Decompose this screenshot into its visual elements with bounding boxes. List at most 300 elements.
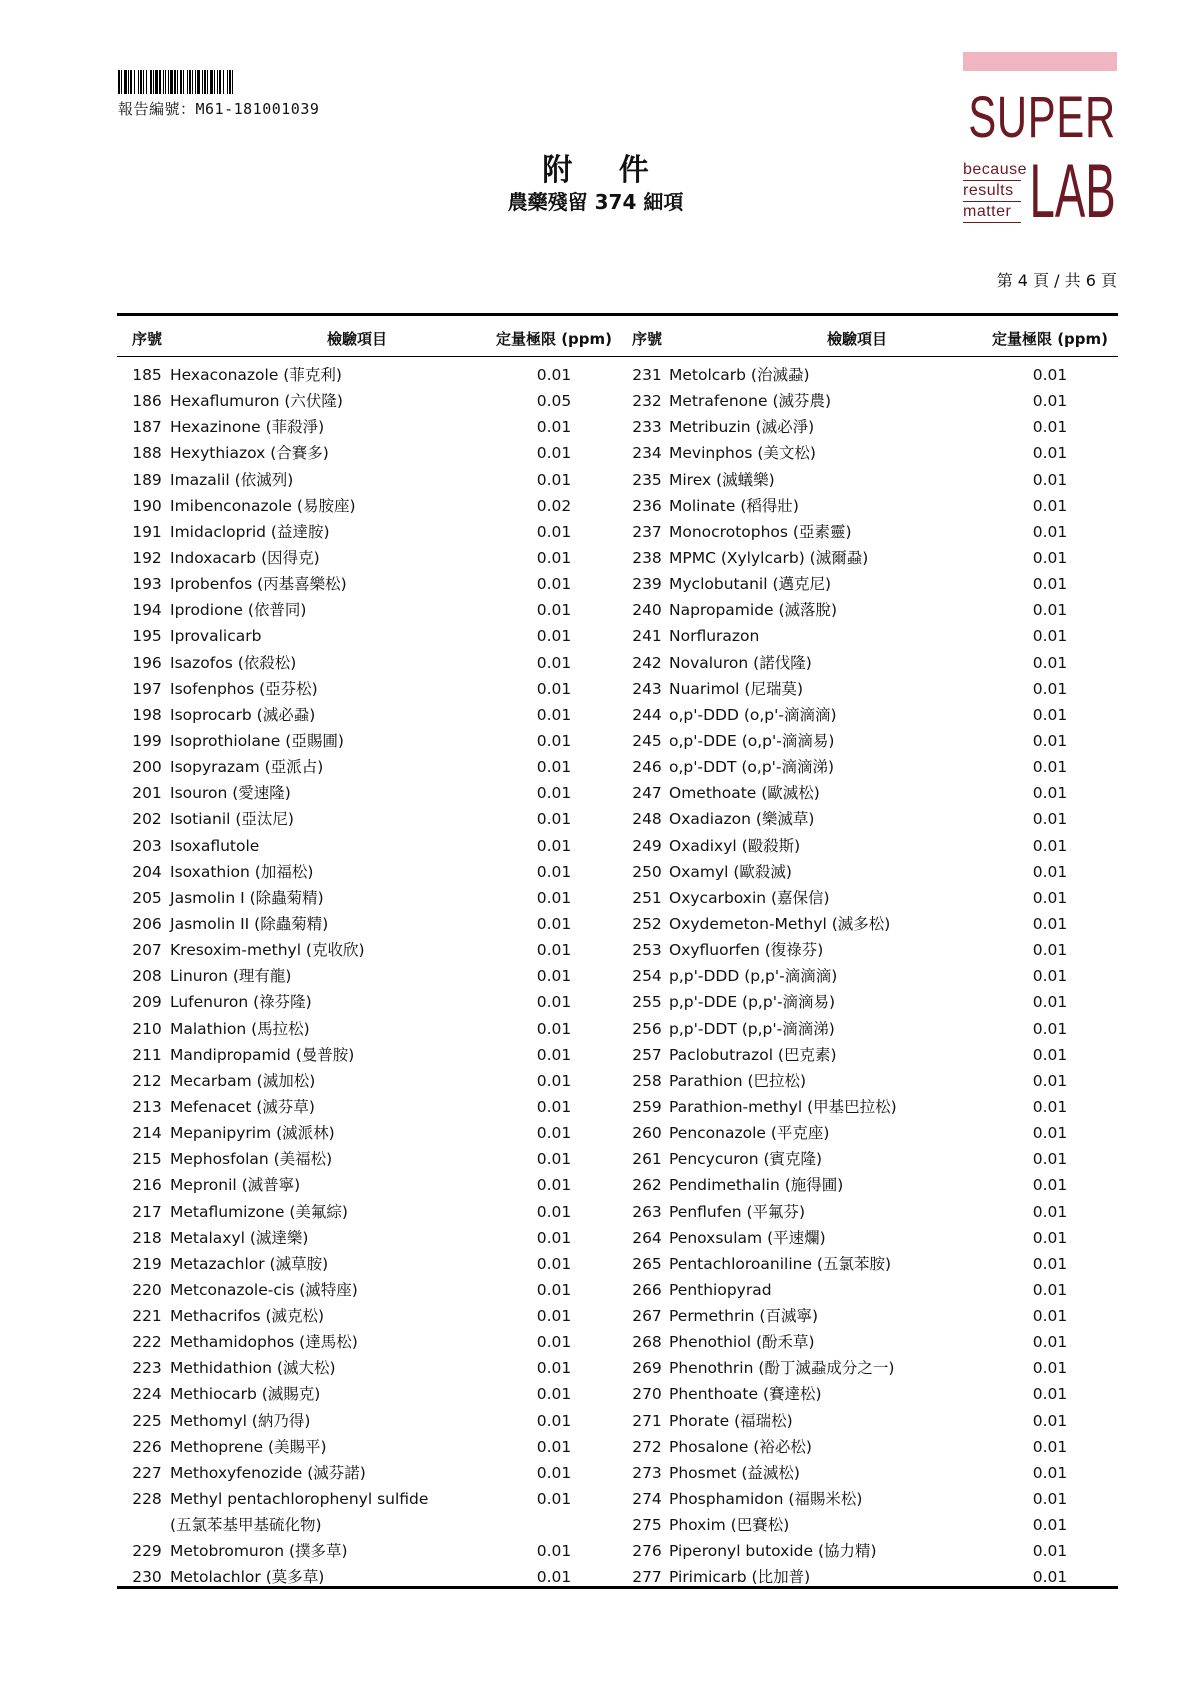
right-quantification-limit: 0.01 — [1032, 1307, 1068, 1326]
left-serial-number: 214 — [132, 1124, 162, 1143]
left-quantification-limit: 0.01 — [536, 1071, 572, 1090]
left-serial-number: 211 — [132, 1045, 162, 1064]
right-serial-number: 269 — [632, 1359, 662, 1378]
right-test-item: Nuarimol (尼瑞莫) — [669, 679, 804, 698]
right-quantification-limit: 0.01 — [1032, 575, 1068, 594]
table-row — [117, 1329, 1118, 1355]
left-quantification-limit: 0.01 — [536, 914, 572, 933]
left-quantification-limit: 0.01 — [536, 1490, 572, 1509]
left-test-item: Isouron (愛速隆) — [170, 784, 291, 803]
table-row — [117, 597, 1118, 623]
right-serial-number: 252 — [632, 914, 662, 933]
left-quantification-limit: 0.01 — [536, 1045, 572, 1064]
left-serial-number: 206 — [132, 914, 162, 933]
right-quantification-limit: 0.01 — [1032, 993, 1068, 1012]
left-quantification-limit: 0.01 — [536, 1150, 572, 1169]
table-row — [117, 623, 1118, 649]
left-serial-number: 212 — [132, 1071, 162, 1090]
table-row — [117, 1016, 1118, 1042]
left-test-item: Isoprocarb (滅必蝨) — [170, 705, 316, 724]
left-test-item: Mepronil (滅普寧) — [170, 1176, 301, 1195]
table-row — [117, 650, 1118, 676]
right-quantification-limit: 0.01 — [1032, 1359, 1068, 1378]
left-serial-number: 200 — [132, 758, 162, 777]
right-quantification-limit: 0.01 — [1032, 784, 1068, 803]
right-test-item: o,p'-DDD (o,p'-滴滴滴) — [669, 705, 837, 724]
right-test-item: Metrafenone (滅芬農) — [669, 392, 832, 411]
right-test-item: Pencycuron (賓克隆) — [669, 1150, 823, 1169]
left-quantification-limit: 0.01 — [536, 653, 572, 672]
right-test-item: Phosphamidon (福賜米松) — [669, 1490, 863, 1509]
right-quantification-limit: 0.01 — [1032, 366, 1068, 384]
left-test-item: Metaflumizone (美氟綜) — [170, 1202, 348, 1221]
right-quantification-limit: 0.01 — [1032, 392, 1068, 411]
left-quantification-limit: 0.01 — [536, 810, 572, 829]
left-test-item: Metolachlor (莫多草) — [170, 1568, 325, 1587]
right-test-item: Mevinphos (美文松) — [669, 444, 816, 463]
table-row — [117, 1277, 1118, 1303]
left-test-item: Methiocarb (滅賜克) — [170, 1385, 321, 1404]
right-serial-number: 257 — [632, 1045, 662, 1064]
table-row — [117, 1434, 1118, 1460]
left-serial-number: 208 — [132, 967, 162, 986]
header-loq-right: 定量極限 (ppm) — [991, 330, 1109, 348]
left-serial-number: 189 — [132, 470, 162, 489]
right-serial-number: 258 — [632, 1071, 662, 1090]
left-quantification-limit: 0.01 — [536, 627, 572, 646]
right-test-item: Phenothrin (酚丁滅蝨成分之一) — [669, 1359, 895, 1378]
left-serial-number: 191 — [132, 522, 162, 541]
right-test-item: Molinate (稻得壯) — [669, 496, 799, 515]
right-test-item: Pendimethalin (施得圃) — [669, 1176, 844, 1195]
table-row — [117, 571, 1118, 597]
right-quantification-limit: 0.01 — [1032, 1411, 1068, 1430]
left-quantification-limit: 0.01 — [536, 993, 572, 1012]
left-serial-number: 205 — [132, 888, 162, 907]
right-test-item: Penflufen (平氟芬) — [669, 1202, 806, 1221]
left-test-item: Iprovalicarb — [170, 627, 262, 646]
left-quantification-limit: 0.01 — [536, 470, 572, 489]
left-test-item: Indoxacarb (因得克) — [170, 548, 320, 567]
table-row — [117, 1172, 1118, 1198]
right-serial-number: 244 — [632, 705, 662, 724]
logo-tagline-line: because — [963, 160, 1021, 181]
table-row — [117, 362, 1118, 388]
left-serial-number: 209 — [132, 993, 162, 1012]
header-item-left: 檢驗項目 — [326, 330, 387, 348]
table-row — [117, 989, 1118, 1015]
right-test-item: Oxadiazon (樂滅草) — [669, 810, 815, 829]
right-test-item: Piperonyl butoxide (協力精) — [669, 1542, 877, 1561]
right-serial-number: 251 — [632, 888, 662, 907]
left-test-item: Methamidophos (達馬松) — [170, 1333, 358, 1352]
table-row — [117, 937, 1118, 963]
table-row — [117, 493, 1118, 519]
right-quantification-limit: 0.01 — [1032, 941, 1068, 960]
right-quantification-limit: 0.01 — [1032, 862, 1068, 881]
right-test-item: Parathion-methyl (甲基巴拉松) — [669, 1097, 897, 1116]
right-quantification-limit: 0.01 — [1032, 1176, 1068, 1195]
table-row — [117, 440, 1118, 466]
right-serial-number: 270 — [632, 1385, 662, 1404]
header-rule — [117, 356, 1118, 357]
left-serial-number: 193 — [132, 575, 162, 594]
table-row — [117, 1381, 1118, 1407]
left-serial-number: 198 — [132, 705, 162, 724]
left-quantification-limit: 0.01 — [536, 1019, 572, 1038]
right-serial-number: 246 — [632, 758, 662, 777]
header-no-left: 序號 — [131, 330, 162, 348]
table-row — [117, 1094, 1118, 1120]
left-test-item: Linuron (理有龍) — [170, 967, 292, 986]
table-row — [117, 1355, 1118, 1381]
table-row — [117, 859, 1118, 885]
left-quantification-limit: 0.01 — [536, 1124, 572, 1143]
left-quantification-limit: 0.01 — [536, 1463, 572, 1482]
left-quantification-limit: 0.01 — [536, 1228, 572, 1247]
right-quantification-limit: 0.01 — [1032, 1045, 1068, 1064]
table-row — [117, 963, 1118, 989]
logo-lab-text: LAB — [1029, 149, 1116, 234]
right-quantification-limit: 0.01 — [1032, 470, 1068, 489]
right-serial-number: 254 — [632, 967, 662, 986]
header-loq-left: 定量極限 (ppm) — [495, 330, 613, 348]
right-serial-number: 249 — [632, 836, 662, 855]
table-row — [117, 414, 1118, 440]
right-test-item: Paclobutrazol (巴克素) — [669, 1045, 837, 1064]
left-quantification-limit: 0.01 — [536, 941, 572, 960]
table-header — [117, 328, 1118, 352]
right-quantification-limit: 0.01 — [1032, 601, 1068, 620]
table-row — [117, 467, 1118, 493]
left-serial-number: 199 — [132, 731, 162, 750]
right-quantification-limit: 0.01 — [1032, 1516, 1068, 1535]
right-quantification-limit: 0.01 — [1032, 496, 1068, 515]
barcode — [118, 70, 340, 94]
header-item-right: 檢驗項目 — [826, 330, 887, 348]
left-quantification-limit: 0.01 — [536, 731, 572, 750]
right-test-item: Phorate (福瑞松) — [669, 1411, 793, 1430]
report-number: 報告編號：M61-181001039 — [118, 100, 320, 118]
right-quantification-limit: 0.01 — [1032, 888, 1068, 907]
right-serial-number: 268 — [632, 1333, 662, 1352]
left-serial-number: 228 — [132, 1490, 162, 1509]
right-serial-number: 271 — [632, 1411, 662, 1430]
left-quantification-limit: 0.01 — [536, 888, 572, 907]
left-test-item: Hexythiazox (合賽多) — [170, 444, 329, 463]
right-quantification-limit: 0.01 — [1032, 1490, 1068, 1509]
right-test-item: Oxycarboxin (嘉保信) — [669, 888, 830, 907]
right-quantification-limit: 0.01 — [1032, 1254, 1068, 1273]
left-serial-number: 229 — [132, 1542, 162, 1561]
right-serial-number: 265 — [632, 1254, 662, 1273]
left-test-item: Methyl pentachlorophenyl sulfide — [170, 1490, 429, 1509]
table-row — [117, 1251, 1118, 1277]
right-quantification-limit: 0.01 — [1032, 1124, 1068, 1143]
right-quantification-limit: 0.01 — [1032, 1202, 1068, 1221]
left-test-item: Imidacloprid (益達胺) — [170, 522, 330, 541]
left-test-item: Isotianil (亞汰尼) — [170, 810, 294, 829]
table-row — [117, 911, 1118, 937]
right-quantification-limit: 0.01 — [1032, 1071, 1068, 1090]
left-quantification-limit: 0.01 — [536, 679, 572, 698]
right-serial-number: 260 — [632, 1124, 662, 1143]
left-test-item: Isoprothiolane (亞賜圃) — [170, 731, 344, 750]
right-serial-number: 243 — [632, 679, 662, 698]
left-serial-number: 223 — [132, 1359, 162, 1378]
left-serial-number: 186 — [132, 392, 162, 411]
left-test-item: Methomyl (納乃得) — [170, 1411, 311, 1430]
right-serial-number: 234 — [632, 444, 662, 463]
right-quantification-limit: 0.01 — [1032, 758, 1068, 777]
right-test-item: p,p'-DDE (p,p'-滴滴易) — [669, 993, 836, 1012]
left-serial-number: 196 — [132, 653, 162, 672]
left-quantification-limit: 0.01 — [536, 758, 572, 777]
right-quantification-limit: 0.01 — [1032, 1280, 1068, 1299]
table-row — [117, 1120, 1118, 1146]
left-test-item: Hexaflumuron (六伏隆) — [170, 392, 343, 411]
right-quantification-limit: 0.01 — [1032, 1437, 1068, 1456]
left-serial-number: 217 — [132, 1202, 162, 1221]
right-serial-number: 267 — [632, 1307, 662, 1326]
right-quantification-limit: 0.01 — [1032, 1150, 1068, 1169]
left-quantification-limit: 0.01 — [536, 705, 572, 724]
page-subtitle: 農藥殘留 374 細項 — [507, 190, 684, 214]
left-test-item: Lufenuron (祿芬隆) — [170, 993, 312, 1012]
left-test-item: Jasmolin I (除蟲菊精) — [170, 888, 324, 907]
left-serial-number: 207 — [132, 941, 162, 960]
left-test-item: Mepanipyrim (滅派林) — [170, 1124, 335, 1143]
right-test-item: Metribuzin (滅必淨) — [669, 418, 815, 437]
right-test-item: Oxyfluorfen (復祿芬) — [669, 941, 824, 960]
right-quantification-limit: 0.01 — [1032, 679, 1068, 698]
table-row — [117, 1486, 1118, 1512]
left-serial-number: 210 — [132, 1019, 162, 1038]
left-test-item: Iprodione (依普同) — [170, 601, 307, 620]
right-test-item: p,p'-DDT (p,p'-滴滴涕) — [669, 1019, 835, 1038]
right-serial-number: 241 — [632, 627, 662, 646]
left-quantification-limit: 0.01 — [536, 1307, 572, 1326]
right-serial-number: 253 — [632, 941, 662, 960]
left-test-item: Methoxyfenozide (滅芬諾) — [170, 1463, 366, 1482]
right-quantification-limit: 0.01 — [1032, 522, 1068, 541]
right-serial-number: 262 — [632, 1176, 662, 1195]
right-quantification-limit: 0.01 — [1032, 1333, 1068, 1352]
left-quantification-limit: 0.01 — [536, 548, 572, 567]
left-test-item: Metobromuron (撲多草) — [170, 1542, 348, 1561]
left-quantification-limit: 0.01 — [536, 522, 572, 541]
right-quantification-limit: 0.01 — [1032, 1463, 1068, 1482]
right-serial-number: 277 — [632, 1568, 662, 1587]
left-quantification-limit: 0.01 — [536, 1359, 572, 1378]
left-serial-number: 213 — [132, 1097, 162, 1116]
right-serial-number: 263 — [632, 1202, 662, 1221]
table-row — [117, 676, 1118, 702]
table-bottom-rule — [117, 1586, 1118, 1589]
left-serial-number: 216 — [132, 1176, 162, 1195]
left-test-item: Malathion (馬拉松) — [170, 1019, 310, 1038]
right-quantification-limit: 0.01 — [1032, 1568, 1068, 1587]
left-serial-number: 215 — [132, 1150, 162, 1169]
logo-pink-bar — [963, 52, 1117, 71]
table-row — [117, 806, 1118, 832]
left-test-item: Isofenphos (亞芬松) — [170, 679, 318, 698]
left-quantification-limit: 0.01 — [536, 1254, 572, 1273]
right-serial-number: 237 — [632, 522, 662, 541]
left-test-item: Kresoxim-methyl (克收欣) — [170, 941, 365, 960]
right-test-item: o,p'-DDT (o,p'-滴滴涕) — [669, 758, 835, 777]
page-title: 附 件 — [542, 153, 667, 188]
left-serial-number: 219 — [132, 1254, 162, 1273]
right-serial-number: 272 — [632, 1437, 662, 1456]
table-row — [117, 1146, 1118, 1172]
right-serial-number: 248 — [632, 810, 662, 829]
left-serial-number: 185 — [132, 366, 162, 384]
table-row — [117, 388, 1118, 414]
right-test-item: Phenothiol (酚禾草) — [669, 1333, 815, 1352]
right-test-item: Oxadixyl (毆殺斯) — [669, 836, 801, 855]
left-serial-number: 224 — [132, 1385, 162, 1404]
left-test-item: Methacrifos (滅克松) — [170, 1307, 325, 1326]
right-serial-number: 245 — [632, 731, 662, 750]
left-test-item: Isopyrazam (亞派占) — [170, 758, 324, 777]
right-serial-number: 250 — [632, 862, 662, 881]
superlab-logo — [963, 52, 1119, 234]
right-serial-number: 242 — [632, 653, 662, 672]
barcode-gap — [233, 70, 235, 94]
right-test-item: Novaluron (諾伐隆) — [669, 653, 812, 672]
left-test-item: Metconazole-cis (滅特座) — [170, 1280, 358, 1299]
header-no-right: 序號 — [631, 330, 662, 348]
right-test-item: Penoxsulam (平速爛) — [669, 1228, 826, 1247]
right-test-item: MPMC (Xylylcarb) (滅爾蝨) — [669, 548, 869, 567]
left-serial-number: 225 — [132, 1411, 162, 1430]
left-quantification-limit: 0.01 — [536, 836, 572, 855]
left-serial-number: 188 — [132, 444, 162, 463]
left-serial-number: 197 — [132, 679, 162, 698]
table-row — [117, 1042, 1118, 1068]
right-quantification-limit: 0.01 — [1032, 914, 1068, 933]
right-serial-number: 236 — [632, 496, 662, 515]
table-body — [117, 362, 1118, 1591]
left-test-item: Mefenacet (滅芬草) — [170, 1097, 315, 1116]
left-quantification-limit: 0.01 — [536, 1280, 572, 1299]
left-serial-number: 222 — [132, 1333, 162, 1352]
right-serial-number: 261 — [632, 1150, 662, 1169]
table-row — [117, 754, 1118, 780]
right-quantification-limit: 0.01 — [1032, 627, 1068, 646]
table-row — [117, 1512, 1118, 1538]
left-quantification-limit: 0.01 — [536, 1176, 572, 1195]
left-quantification-limit: 0.01 — [536, 1437, 572, 1456]
right-test-item: Napropamide (滅落脫) — [669, 601, 838, 620]
right-quantification-limit: 0.01 — [1032, 1228, 1068, 1247]
left-quantification-limit: 0.01 — [536, 1411, 572, 1430]
left-serial-number: 195 — [132, 627, 162, 646]
left-serial-number: 218 — [132, 1228, 162, 1247]
right-test-item: Phosalone (裕必松) — [669, 1437, 812, 1456]
right-test-item: Metolcarb (治滅蝨) — [669, 366, 810, 384]
logo-tagline-line: results — [963, 181, 1021, 202]
table-row — [117, 545, 1118, 571]
right-test-item: Phosmet (益滅松) — [669, 1463, 800, 1482]
left-test-item: Iprobenfos (丙基喜樂松) — [170, 575, 347, 594]
left-test-item: (五氯苯基甲基硫化物) — [170, 1516, 322, 1535]
right-test-item: Oxamyl (歐殺滅) — [669, 862, 792, 881]
table-row — [117, 728, 1118, 754]
left-test-item: Mecarbam (滅加松) — [170, 1071, 316, 1090]
right-test-item: Myclobutanil (邁克尼) — [669, 575, 832, 594]
left-test-item: Jasmolin II (除蟲菊精) — [170, 914, 329, 933]
right-serial-number: 273 — [632, 1463, 662, 1482]
right-serial-number: 235 — [632, 470, 662, 489]
right-serial-number: 255 — [632, 993, 662, 1012]
left-serial-number: 220 — [132, 1280, 162, 1299]
table-row — [117, 780, 1118, 806]
logo-tagline-line: matter — [963, 202, 1021, 223]
left-test-item: Mandipropamid (曼普胺) — [170, 1045, 355, 1064]
right-quantification-limit: 0.01 — [1032, 1385, 1068, 1404]
left-quantification-limit: 0.02 — [536, 496, 572, 515]
left-test-item: Isoxathion (加福松) — [170, 862, 314, 881]
right-quantification-limit: 0.01 — [1032, 1019, 1068, 1038]
left-serial-number: 226 — [132, 1437, 162, 1456]
right-serial-number: 232 — [632, 392, 662, 411]
right-test-item: Phenthoate (賽達松) — [669, 1385, 822, 1404]
right-test-item: Oxydemeton-Methyl (滅多松) — [669, 914, 891, 933]
table-top-rule — [117, 313, 1118, 316]
right-test-item: Mirex (滅蟻樂) — [669, 470, 775, 489]
right-test-item: Pirimicarb (比加普) — [669, 1568, 811, 1587]
left-test-item: Methoprene (美賜平) — [170, 1437, 327, 1456]
left-test-item: Metazachlor (滅草胺) — [170, 1254, 329, 1273]
right-quantification-limit: 0.01 — [1032, 836, 1068, 855]
left-serial-number: 230 — [132, 1568, 162, 1587]
right-quantification-limit: 0.01 — [1032, 731, 1068, 750]
left-test-item: Isazofos (依殺松) — [170, 653, 297, 672]
right-serial-number: 240 — [632, 601, 662, 620]
left-test-item: Isoxaflutole — [170, 836, 260, 855]
page-indicator: 第 4 頁 / 共 6 頁 — [996, 271, 1117, 290]
left-quantification-limit: 0.01 — [536, 601, 572, 620]
left-quantification-limit: 0.01 — [536, 967, 572, 986]
right-test-item: Parathion (巴拉松) — [669, 1071, 807, 1090]
logo-super-text: SUPER — [968, 85, 1116, 150]
left-quantification-limit: 0.01 — [536, 444, 572, 463]
right-test-item: Norflurazon — [669, 627, 760, 646]
right-serial-number: 274 — [632, 1490, 662, 1509]
right-serial-number: 259 — [632, 1097, 662, 1116]
left-test-item: Hexaconazole (菲克利) — [170, 366, 342, 384]
table-row — [117, 1068, 1118, 1094]
right-serial-number: 231 — [632, 366, 662, 384]
right-serial-number: 256 — [632, 1019, 662, 1038]
left-serial-number: 192 — [132, 548, 162, 567]
right-test-item: Pentachloroaniline (五氯苯胺) — [669, 1254, 892, 1273]
table-row — [117, 702, 1118, 728]
table-row — [117, 519, 1118, 545]
left-quantification-limit: 0.01 — [536, 366, 572, 384]
left-serial-number: 202 — [132, 810, 162, 829]
right-quantification-limit: 0.01 — [1032, 444, 1068, 463]
right-quantification-limit: 0.01 — [1032, 1542, 1068, 1561]
table-row — [117, 1199, 1118, 1225]
table-row — [117, 833, 1118, 859]
left-quantification-limit: 0.05 — [536, 392, 572, 411]
right-quantification-limit: 0.01 — [1032, 653, 1068, 672]
left-serial-number: 187 — [132, 418, 162, 437]
right-serial-number: 275 — [632, 1516, 662, 1535]
